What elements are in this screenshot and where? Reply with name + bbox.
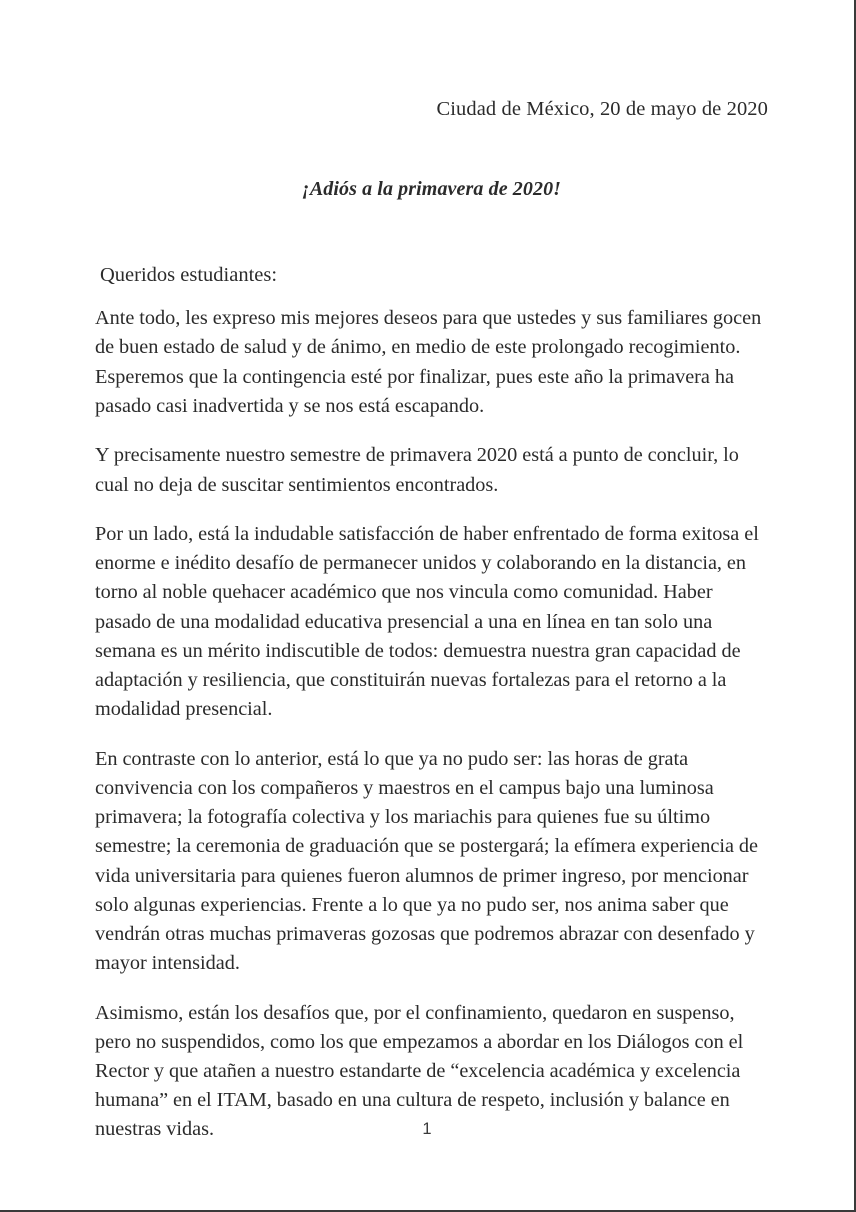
paragraph: En contraste con lo anterior, está lo que ya no pudo ser: las horas de grata convivencia con los compañeros y maestros en el campus bajo una luminosa primavera; la fotografía colectiva y los mariachis para quienes fue su último semestre; la ceremonia de graduación que se postergará; la efímera experiencia de vida universitaria para quienes fueron alumnos de primer ingreso, por mencionar solo algunas experiencias. Frente a lo que ya no pudo ser, nos anima saber que vendrán otras muchas primaveras gozosas que podremos abrazar con desenfado y mayor intensidad.	[95, 747, 759, 975]
paragraph: Ante todo, les expreso mis mejores deseos para que ustedes y sus familiares gocen de buen estado de salud y de ánimo, en medio de este prolongado recogimiento. Esperemos que la contingencia esté por finalizar, pues este año la primavera ha pasado casi inadvertida y se nos está escapando.	[95, 307, 762, 417]
paragraph: Por un lado, está la indudable satisfacción de haber enfrentado de forma exitosa el enorme e inédito desafío de permanecer unidos y colaborando en la distancia, en torno al noble quehacer académico que nos vincula como comunidad. Haber pasado de una modalidad educativa presencial a una en línea en tan solo una semana es un mérito indiscutible de todos: demuestra nuestra gran capacidad de adaptación y resiliencia, que constituirán nuevas fortalezas para el retorno a la modalidad presencial.	[95, 523, 759, 721]
body-paragraphs	[95, 304, 768, 1144]
date-line: Ciudad de México, 20 de mayo de 2020	[436, 98, 768, 120]
document-content	[95, 0, 768, 1165]
paragraph: Y precisamente nuestro semestre de primavera 2020 está a punto de concluir, lo cual no deja de suscitar sentimientos encontrados.	[95, 444, 739, 496]
page-number: 1	[422, 1120, 432, 1138]
document-title: ¡Adiós a la primavera de 2020!	[301, 177, 562, 200]
paragraph: Asimismo, están los desafíos que, por el confinamiento, quedaron en suspenso, pero no suspendidos, como los que empezamos a abordar en los Diálogos con el Rector y que atañen a nuestro estandarte de “excelencia académica y excelencia humana” en el ITAM, basado en una cultura de respeto, inclusión y balance en nuestras vidas.	[95, 1001, 744, 1141]
salutation: Queridos estudiantes:	[100, 263, 278, 286]
